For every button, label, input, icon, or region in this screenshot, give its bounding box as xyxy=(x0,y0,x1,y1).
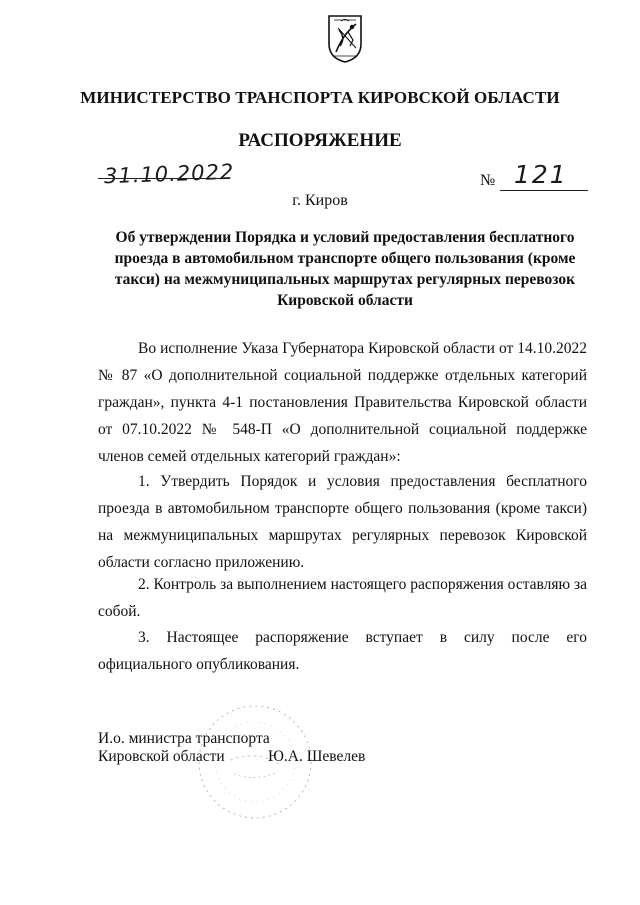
number-label: № xyxy=(480,172,496,189)
document-title: Об утверждении Порядка и условий предоставления бесплатного проезда в автомобильном транспорте общего пользования (кроме такси) на межмуниципальных маршрутах регулярных перевозок Кировской области xyxy=(114,229,576,309)
signatory-position-line2: Кировской области xyxy=(98,748,225,765)
kirov-coat-of-arms-icon xyxy=(326,12,364,64)
date-underline xyxy=(98,178,226,179)
preamble-paragraph: Во исполнение Указа Губернатора Кировской области от 14.10.2022 № 87 «О дополнительной социальной поддержке отдельных категорий граждан», пункта 4-1 постановления Правительства Кировской области от 07.10.2022 № 548-П «О дополнительной социальной поддержке членов семей отдельных категорий граждан»: xyxy=(98,340,587,465)
item-3-paragraph: 3. Настоящее распоряжение вступает в силу после его официального опубликования. xyxy=(98,629,587,673)
item-2-paragraph: 2. Контроль за выполнением настоящего распоряжения оставляю за собой. xyxy=(98,576,587,620)
signatory-position-line1: И.о. министра транспорта xyxy=(98,730,270,747)
document-type: РАСПОРЯЖЕНИЕ xyxy=(238,130,402,151)
document-number: 121 xyxy=(514,160,568,189)
city: г. Киров xyxy=(292,192,348,209)
ministry-name: МИНИСТЕРСТВО ТРАНСПОРТА КИРОВСКОЙ ОБЛАСТИ xyxy=(80,88,560,107)
signatory-name: Ю.А. Шевелев xyxy=(268,748,366,765)
number-underline xyxy=(500,190,588,191)
item-1-paragraph: 1. Утвердить Порядок и условия предоставления бесплатного проезда в автомобильном транспорте общего пользования (кроме такси) на межмуниципальных маршрутах регулярных перевозок Кировской области согласно приложению. xyxy=(98,473,587,571)
signatory-position xyxy=(98,730,270,766)
document-date: 31.10.2022 xyxy=(103,159,235,189)
